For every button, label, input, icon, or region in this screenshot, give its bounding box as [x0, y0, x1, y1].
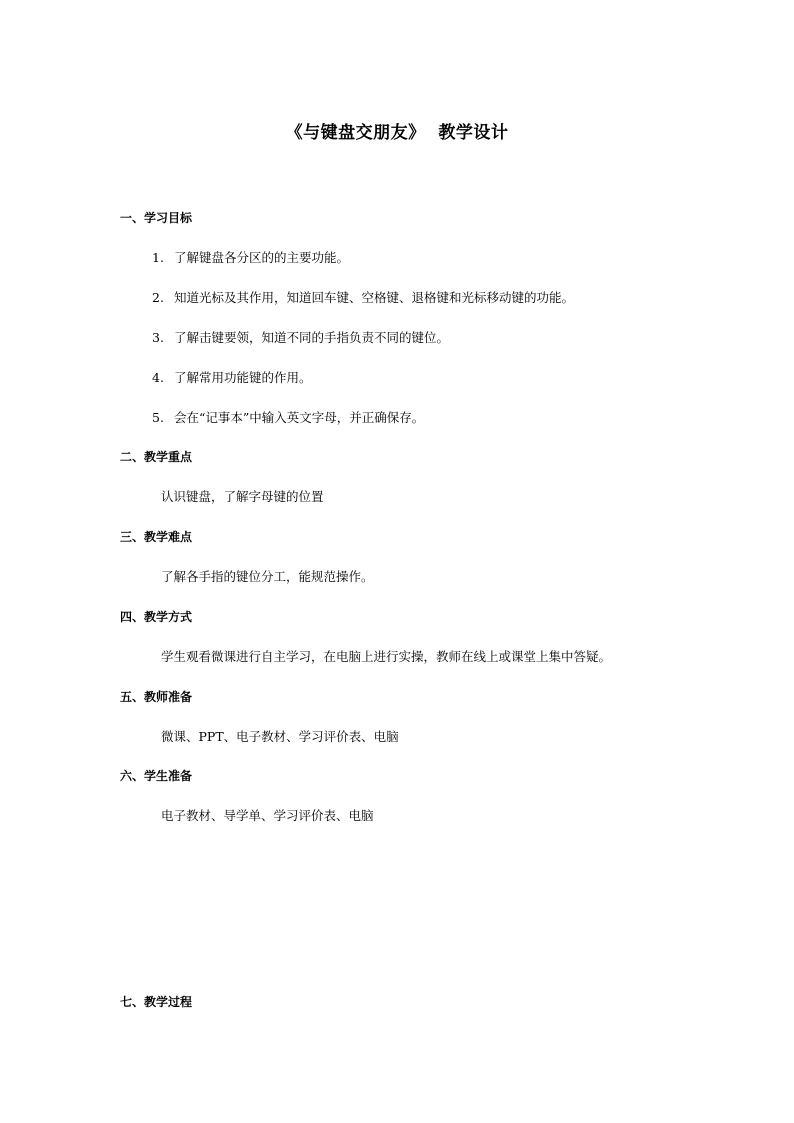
section-heading-difficulties: 三、教学难点	[120, 530, 193, 544]
document-title: 《与键盘交朋友》 教学设计	[285, 123, 509, 143]
goal-item-number: 2.	[152, 290, 164, 305]
section-heading-goals: 一、学习目标	[120, 211, 193, 225]
section-text-methods: 学生观看微课进行自主学习，在电脑上进行实操，教师在线上或课堂上集中答疑。	[161, 649, 612, 664]
section-heading-methods: 四、教学方式	[120, 610, 193, 624]
goal-item-text: 了解常用功能键的作用。	[174, 370, 312, 385]
goal-item	[152, 329, 449, 347]
goal-item	[152, 369, 312, 387]
section-heading-key-points: 二、教学重点	[120, 450, 193, 464]
goal-item	[152, 289, 574, 307]
section-text-key-points: 认识键盘，了解字母键的位置	[161, 489, 324, 504]
goal-item-text: 知道光标及其作用，知道回车键、空格键、退格键和光标移动键的功能。	[174, 290, 575, 305]
section-heading-teacher-prep: 五、教师准备	[120, 690, 193, 704]
goal-item-number: 5.	[152, 410, 164, 425]
goal-item	[152, 409, 424, 427]
goal-item	[152, 249, 349, 267]
section-heading-process: 七、教学过程	[120, 995, 193, 1009]
section-heading-student-prep: 六、学生准备	[120, 769, 193, 783]
goal-item-number: 3.	[152, 330, 164, 345]
goal-item-text: 了解击键要领，知道不同的手指负责不同的键位。	[174, 330, 450, 345]
section-text-teacher-prep: 微课、PPT、电子教材、学习评价表、电脑	[161, 729, 399, 744]
goal-item-text: 了解键盘各分区的的主要功能。	[174, 250, 350, 265]
section-text-difficulties: 了解各手指的键位分工，能规范操作。	[161, 569, 374, 584]
goal-item-text: 会在“记事本”中输入英文字母，并正确保存。	[174, 410, 425, 425]
section-text-student-prep: 电子教材、导学单、学习评价表、电脑	[161, 808, 374, 823]
goal-item-number: 4.	[152, 370, 164, 385]
goal-item-number: 1.	[152, 250, 164, 265]
